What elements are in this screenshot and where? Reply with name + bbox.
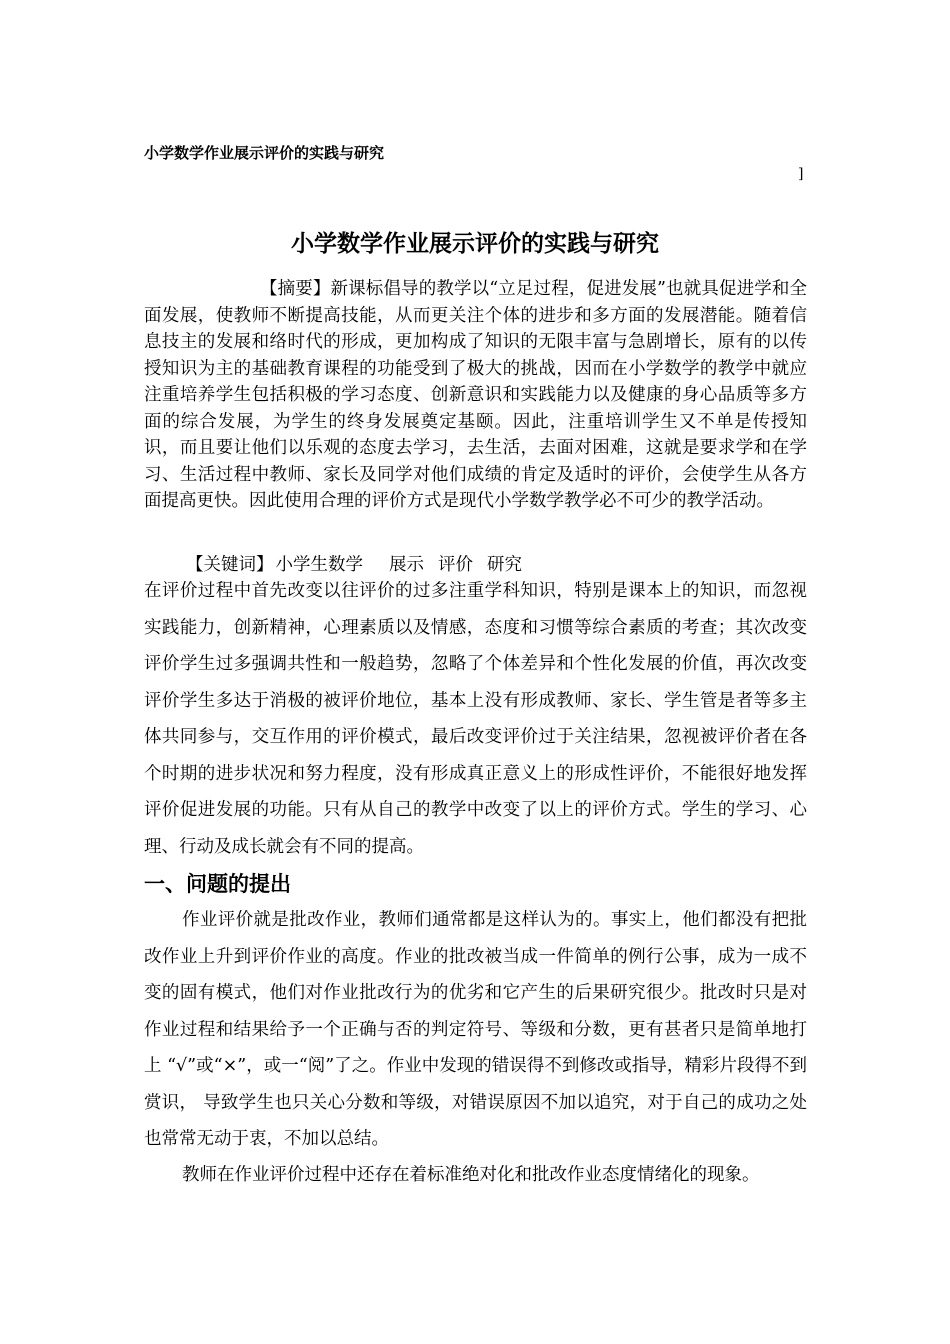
abstract-paragraph: 【摘要】新课标倡导的教学以“立足过程，促进发展”也就具促进学和全面发展，使教师不断提高技能，从而更关注个体的进步和多方面的发展潜能。随着信息技主的发展和络时代的形成，更加构成了知识的无限丰富与急剧增长，原有的以传授知识为主的基础教育课程的功能受到了极大的挑战，因而在小学数学的教学中就应注重培养学生包括积极的学习态度、创新意识和实践能力以及健康的身心品质等多方面的综合发展，为学生的终身发展奠定基颐。因此，注重培训学生又不单是传授知识，而且要让他们以乐观的态度去学习，去生活，去面对困难，这就是要求学和在学习、生活过程中教师、家长及同学对他们成绩的肯定及适时的评价，会使学生从各方面提高更快。因此使用合理的评价方式是现代小学数学教学必不可少的教学活动。 (144, 279, 807, 511)
running-header: 小学数学作业展示评价的实践与研究 (144, 144, 385, 162)
intro-paragraph: 在评价过程中首先改变以往评价的过多注重学科知识，特别是课本上的知识，而忽视实践能力，创新精神，心理素质以及情感，态度和习惯等综合素质的考查；其次改变评价学生过多强调共性和一般趋势，忽略了个体差异和个性化发展的价值，再次改变评价学生多达于消极的被评价地位，基本上没有形成教师、家长、学生管是者等多主体共同参与，交互作用的评价模式，最后改变评价过于关注结果，忽视被评价者在各个时期的进步状况和努力程度，没有形成真正意义上的形成性评价，不能很好地发挥评价促进发展的功能。只有从自己的教学中改变了以上的评价方式。学生的学习、心理、行动及成长就会有不同的提高。 (144, 581, 807, 857)
keyword-item: 展示 (389, 555, 424, 575)
body-paragraph: 教师在作业评价过程中还存在着标准绝对化和批改作业态度情绪化的现象。 (182, 1165, 760, 1185)
keyword-item: 评价 (438, 555, 473, 575)
keywords-label: 【关键词】 (186, 555, 274, 575)
section-heading: 一、问题的提出 (144, 872, 291, 896)
body-paragraph: 作业评价就是批改作业，教师们通常都是这样认为的。事实上，他们都没有把批改作业上升到评价作业的高度。作业的批改被当成一件简单的例行公事，成为一成不变的固有模式，他们对作业批改行为的优劣和它产生的后果研究很少。批改时只是对作业过程和结果给予一个正确与否的判定符号、等级和分数，更有甚者只是简单地打上 “√”或“×”，或一“阅”了之。作业中发现的错误得不到修改或指导，精彩片段得不到赏识， 导致学生也只关心分数和等级，对错误原因不加以追究，对于自己的成功之处也常常无动于衷，不加以总结。 (144, 910, 807, 1149)
keyword-item: 研究 (487, 555, 522, 575)
header-bracket: ] (798, 166, 804, 182)
keyword-item: 小学生数学 (275, 555, 363, 575)
document-title: 小学数学作业展示评价的实践与研究 (291, 231, 659, 257)
